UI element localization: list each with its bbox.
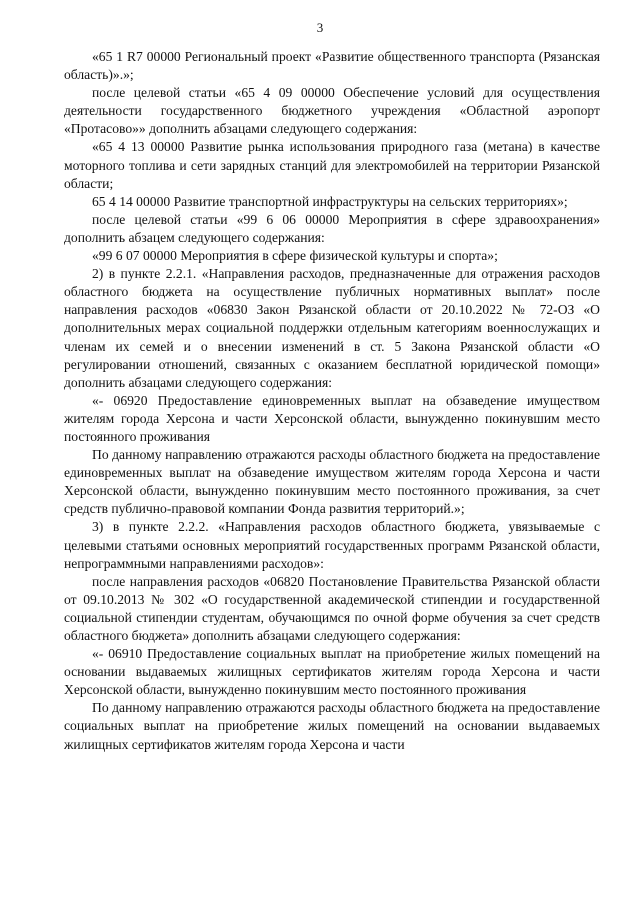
paragraph-11: после направления расходов «06820 Постановление Правительства Рязанской области от 09.10.2013 № 302 «О государственной академической стипендии и государственной социальной стипендии студентам, обучающимся по очной форме обучения за счет средств областного бюджета» дополнить абзацами следующего содержания: — [64, 573, 600, 643]
paragraph-4: 65 4 14 00000 Развитие транспортной инфраструктуры на сельских территориях»; — [92, 193, 568, 209]
paragraph-10: 3) в пункте 2.2.2. «Направления расходов областного бюджета, увязываемые с целевыми статьями основных мероприятий государственных программ Рязанской области, непрограммными направлениями расходов»: — [64, 519, 600, 571]
paragraph-2: после целевой статьи «65 4 09 00000 Обеспечение условий для осуществления деятельности государственного бюджетного учреждения «Областной аэропорт «Протасово»» дополнить абзацами следующего содержания: — [64, 85, 600, 137]
paragraph-6: «99 6 07 00000 Мероприятия в сфере физической культуры и спорта»; — [92, 248, 498, 264]
paragraph-12: «- 06910 Предоставление социальных выплат на приобретение жилых помещений на основании выдаваемых жилищных сертификатов жителям города Херсона и части Херсонской области, вынужденно покинувшим место постоянного проживания — [64, 646, 600, 698]
paragraph-13: По данному направлению отражаются расходы областного бюджета на предоставление социальных выплат на приобретение жилых помещений на основании выдаваемых жилищных сертификатов жителям города Херсона и части — [64, 700, 600, 752]
paragraph-7: 2) в пункте 2.2.1. «Направления расходов, предназначенные для отражения расходов областного бюджета на осуществление публичных нормативных выплат» после направления расходов «06830 Закон Рязанской области от 20.10.2022 № 72-ОЗ «О дополнительных мерах социальной поддержки отдельным категориям военнослужащих и членам их семей и о внесении изменений в ст. 5 Закона Рязанской области «О регулировании отношений, связанных с оказанием бесплатной юридической помощи» дополнить абзацами следующего содержания: — [64, 266, 600, 390]
paragraph-5: после целевой статьи «99 6 06 00000 Мероприятия в сфере здравоохранения» дополнить абзацем следующего содержания: — [64, 211, 600, 245]
paragraph-8: «- 06920 Предоставление единовременных выплат на обзаведение имуществом жителям города Херсона и части Херсонской области, вынужденно покинувшим место постоянного проживания — [64, 392, 600, 444]
paragraph-3: «65 4 13 00000 Развитие рынка использования природного газа (метана) в качестве моторного топлива и сети зарядных станций для электромобилей на территории Рязанской области; — [64, 139, 600, 191]
document-body — [64, 48, 600, 754]
page-number: 3 — [316, 20, 324, 35]
paragraph-1: «65 1 R7 00000 Региональный проект «Развитие общественного транспорта (Рязанская область)».»; — [64, 49, 600, 83]
paragraph-9: По данному направлению отражаются расходы областного бюджета на предоставление единовременных выплат на обзаведение имуществом жителям города Херсона и части Херсонской области, вынужденно покинувшим место постоянного проживания, за счет средств публично-правовой компании Фонда развития территорий.»; — [64, 447, 600, 517]
